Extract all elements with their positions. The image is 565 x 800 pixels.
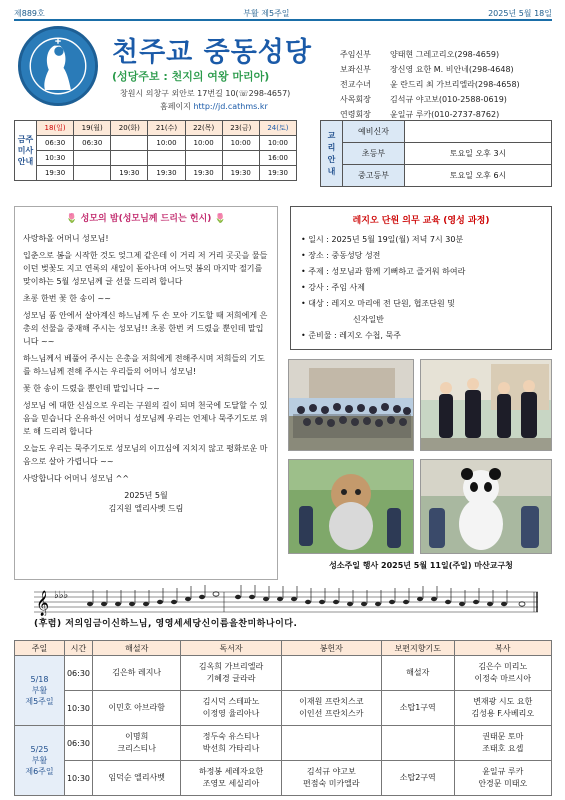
- mass-time-cell: 10:30: [37, 151, 74, 166]
- education-item: • 주제 : 성모님과 함께 기뻐하고 즐거워 하여라: [301, 264, 541, 280]
- mass-time-cell: [111, 151, 148, 166]
- duty-offering: [281, 656, 381, 691]
- mass-day-header: 20(화): [111, 121, 148, 136]
- mass-time-cell: 19:30: [185, 166, 222, 181]
- catechism-time: 토요일 오후 3시: [405, 143, 552, 165]
- mass-time-cell: 06:30: [37, 136, 74, 151]
- poem-paragraph: 입춘으로 봄을 시작한 것도 엊그제 같은데 이 거리 저 거리 곳곳을 물들이던 벚꽃도 지고 연록의 새잎이 돋아나며 어느덧 봄의 마지막 절기를 맞이하는 5월 성모님께 글 선물 드리려 합니다: [23, 251, 268, 286]
- duty-commentator: 이명희 크리스티나: [93, 726, 181, 761]
- mass-time-row: [15, 151, 297, 166]
- duty-reader: 정두숙 유스티나 박선희 가타리나: [181, 726, 281, 761]
- duty-time: 06:30: [65, 726, 93, 761]
- duty-prayer: 소탑1구역: [381, 691, 454, 726]
- treble-clef-icon: 𝄞: [36, 591, 50, 616]
- week-sunday: 제6주일: [25, 767, 54, 776]
- staff-row: [340, 62, 520, 77]
- staff-role: 연령회장: [340, 110, 371, 119]
- catechism-time: [405, 121, 552, 143]
- liturgical-season: 부활 제5주일: [243, 8, 290, 18]
- catechism-side-label-line: 리: [327, 142, 336, 152]
- duty-commentator: 임덕순 엘리사벳: [93, 761, 181, 796]
- mass-time-cell: 10:00: [148, 136, 185, 151]
- poem-paragraph: 사랑합니다 어머니 성모님 ^^: [23, 474, 130, 483]
- mass-day-header: 18(일): [37, 121, 74, 136]
- poem-sign-date: 2025년 5월: [124, 491, 168, 500]
- poem-paragraph: 초롱 한번 꽃 한 송이 ~~: [23, 294, 111, 303]
- mass-time-cell: 19:30: [111, 166, 148, 181]
- mass-time-cell: 16:00: [259, 151, 296, 166]
- poem-paragraph: 꽃 한 송이 드렸을 뿐인데 말입니다 ~~: [23, 384, 160, 393]
- catechism-row: [321, 143, 552, 165]
- duty-header: 독서자: [181, 641, 281, 656]
- education-item: • 장소 : 중동성당 성전: [301, 248, 541, 264]
- duty-prayer: 해설자: [381, 656, 454, 691]
- staff-name: 윤 란드리 최 가브리엘라(298-4658): [390, 80, 520, 89]
- duty-header: 주일: [15, 641, 65, 656]
- mass-schedule-table: [14, 120, 297, 181]
- week-sunday: 제5주일: [25, 697, 54, 706]
- mary-figure-icon: [21, 29, 95, 103]
- photo-caption: 성소주일 행사 2025년 5월 11일(주일) 마산교구청: [329, 561, 513, 570]
- staff-role: 보좌신부: [340, 65, 371, 74]
- education-item: • 준비물 : 레지오 수첩, 묵주: [301, 328, 541, 344]
- staff-name: 김석규 야고보(010-2588-0619): [390, 95, 507, 104]
- parish-title: 천주교 중동성당: [112, 37, 312, 68]
- staff-row: [340, 77, 520, 92]
- mass-time-cell: [222, 151, 259, 166]
- catechism-row: [321, 121, 552, 143]
- duty-reader: 김옥희 가브리엘라 기혜경 글라라: [181, 656, 281, 691]
- poem-paragraph: 성모님 품 안에서 살아계신 하느님께 두 손 모아 기도할 때 저희에게 은총의 선물을 중재해 주시는 성모님!! 초롱 한번 켜 드렸을 뿐인데 말입니다 ~~: [23, 311, 268, 346]
- catechism-side-label-line: 안: [327, 154, 336, 164]
- duty-header: 시간: [65, 641, 93, 656]
- duty-header: 해설자: [93, 641, 181, 656]
- duty-row: [15, 691, 552, 726]
- mass-side-label-line: 안내: [17, 157, 34, 166]
- duty-offering: 이재원 프란치스코 이인선 프란치스카: [281, 691, 381, 726]
- homepage-link[interactable]: http://jd.cathms.kr: [193, 102, 268, 111]
- duty-row: [15, 656, 552, 691]
- duty-server: 변재광 시도 요한 김성용 F.사베리오: [454, 691, 551, 726]
- mass-time-cell: 19:30: [222, 166, 259, 181]
- mass-time-cell: 19:30: [259, 166, 296, 181]
- photo-collage: [288, 359, 552, 554]
- mass-time-cell: [74, 166, 111, 181]
- duty-server: 권태문 토마 조태호 요셉: [454, 726, 551, 761]
- top-bar: [14, 6, 552, 20]
- education-item: • 강사 : 주임 사제: [301, 280, 541, 296]
- mass-side-label-line: 미사: [17, 146, 34, 155]
- psalm-music-staff: [34, 584, 538, 616]
- catechism-time: 토요일 오후 6시: [405, 165, 552, 187]
- mass-day-header: 24(토): [259, 121, 296, 136]
- poem-sign-name: 김지원 엘리사벳 드림: [108, 504, 184, 513]
- catechism-side-label-line: 교: [327, 130, 336, 140]
- bulletin-date: 2025년 5월 18일: [488, 8, 552, 18]
- duty-week-label: [15, 656, 65, 726]
- duty-reader: 김시덕 스테파노 이정영 율리아나: [181, 691, 281, 726]
- psalm-refrain: (후렴) 저의임금이신하느님, 영영세세당신이름을찬미하나이다.: [34, 619, 298, 629]
- mass-side-label: [15, 121, 37, 181]
- mascot-photo-image: [288, 459, 414, 554]
- ministry-duty-table: [14, 640, 552, 796]
- education-title: 레지오 단원 의무 교육 (영성 과정): [352, 216, 490, 226]
- education-item: • 일시 : 2025년 5월 19일(월) 저녁 7시 30분: [301, 232, 541, 248]
- duty-row: [15, 761, 552, 796]
- education-item-continued: 신자일반: [353, 315, 384, 324]
- costume-photo-image: [420, 359, 552, 451]
- staff-list: [340, 47, 520, 122]
- mass-time-row: [15, 136, 297, 151]
- issue-number: 제889호: [14, 8, 45, 18]
- staff-role: 전교수녀: [340, 80, 371, 89]
- panda-photo-image: [420, 459, 552, 554]
- staff-row: [340, 92, 520, 107]
- catechism-side-label-line: 내: [327, 166, 336, 176]
- staff-name: 양태현 그레고리오(298-4659): [390, 50, 500, 59]
- mass-time-cell: 06:30: [74, 136, 111, 151]
- duty-header: 보편지향기도: [381, 641, 454, 656]
- mass-time-cell: [111, 136, 148, 151]
- catechism-group: 예비신자: [343, 121, 405, 143]
- duty-reader: 하정봉 세레자요한 조영모 세실리아: [181, 761, 281, 796]
- duty-row: [15, 726, 552, 761]
- mass-time-cell: [148, 151, 185, 166]
- staff-role: 사목회장: [340, 95, 371, 104]
- staff-row: [340, 47, 520, 62]
- education-list-end: [301, 328, 541, 344]
- catechism-table: [320, 120, 552, 187]
- week-date: 5/18: [30, 675, 49, 684]
- duty-offering: 김석규 야고보 편점숙 미카엘라: [281, 761, 381, 796]
- parish-subtitle: (성당주보 : 천지의 여왕 마리아): [112, 70, 270, 83]
- staff-name: 윤일규 루카(010-2737-8762): [390, 110, 500, 119]
- duty-time: 06:30: [65, 656, 93, 691]
- week-season: 부활: [31, 756, 48, 765]
- poem-paragraph: 오늘도 우리는 묵주기도로 성모님의 이끄심에 지치지 않고 평화로운 마음으로 살아 가렵니다 ~~: [23, 444, 268, 466]
- duty-prayer: 소탑2구역: [381, 761, 454, 796]
- education-list: [301, 232, 541, 312]
- mass-time-cell: 10:00: [222, 136, 259, 151]
- poem-paragraph: 하느님께서 베풀어 주시는 은총을 저희에게 전해주시며 저희들의 기도를 하느님께 전해 주시는 우리들의 어머니 성모님!: [23, 354, 265, 376]
- duty-commentator: 김은하 레지나: [93, 656, 181, 691]
- homepage-line: [160, 101, 268, 112]
- duty-header-row: [15, 641, 552, 656]
- mass-header-row: [15, 121, 297, 136]
- poem-letter-box: [14, 206, 278, 580]
- mass-time-cell: 19:30: [37, 166, 74, 181]
- svg-text:♭♭♭: ♭♭♭: [54, 590, 69, 601]
- mass-time-cell: [74, 151, 111, 166]
- mass-time-cell: 19:30: [148, 166, 185, 181]
- education-item: • 대상 : 레지오 마리애 전 단원, 협조단원 및: [301, 296, 541, 312]
- catechism-side-label: [321, 121, 343, 187]
- mass-day-header: 19(월): [74, 121, 111, 136]
- mass-time-cell: [185, 151, 222, 166]
- poem-paragraph: 성모님 에 대한 신심으로 우리는 구원의 길이 되며 천국에 도달할 수 있음을 믿습니다 온유하신 어머니 성모님께 우리는 언제나 묵주기도로 위로 해 드리려 합니다: [23, 401, 268, 436]
- poem-paragraph: 사랑하올 어머니 성모님!: [23, 234, 109, 243]
- mass-time-row: [15, 166, 297, 181]
- duty-header: 복사: [454, 641, 551, 656]
- staff-role: 주임신부: [340, 50, 371, 59]
- mass-side-label-line: 금주: [17, 135, 34, 144]
- mass-time-cell: 10:00: [259, 136, 296, 151]
- duty-prayer: [381, 726, 454, 761]
- week-date: 5/25: [30, 745, 49, 754]
- duty-week-label: [15, 726, 65, 796]
- parish-address: 창원시 의창구 외안로 17번길 10(☏298-4657): [120, 89, 291, 98]
- parish-logo: [18, 26, 98, 106]
- mass-day-header: 22(목): [185, 121, 222, 136]
- group-photo-image: [288, 359, 414, 451]
- poem-title: 🌷 성모의 밤(성모님께 드리는 헌시) 🌷: [66, 214, 226, 224]
- duty-time: 10:30: [65, 761, 93, 796]
- mass-day-header: 23(금): [222, 121, 259, 136]
- homepage-label: 홈페이지: [160, 102, 191, 111]
- catechism-row: [321, 165, 552, 187]
- top-divider: [14, 19, 552, 21]
- duty-server: 윤일규 루카 안경문 미태오: [454, 761, 551, 796]
- mass-time-cell: 10:00: [185, 136, 222, 151]
- duty-server: 김은수 미리노 이정숙 마르시아: [454, 656, 551, 691]
- duty-offering: [281, 726, 381, 761]
- duty-time: 10:30: [65, 691, 93, 726]
- duty-commentator: 이민호 아브라함: [93, 691, 181, 726]
- staff-name: 장신영 요한 M. 비안네(298-4648): [390, 65, 514, 74]
- duty-header: 봉헌자: [281, 641, 381, 656]
- catechism-group: 초등부: [343, 143, 405, 165]
- mass-day-header: 21(수): [148, 121, 185, 136]
- catechism-group: 중고등부: [343, 165, 405, 187]
- legio-education-box: [290, 206, 552, 350]
- week-season: 부활: [31, 686, 48, 695]
